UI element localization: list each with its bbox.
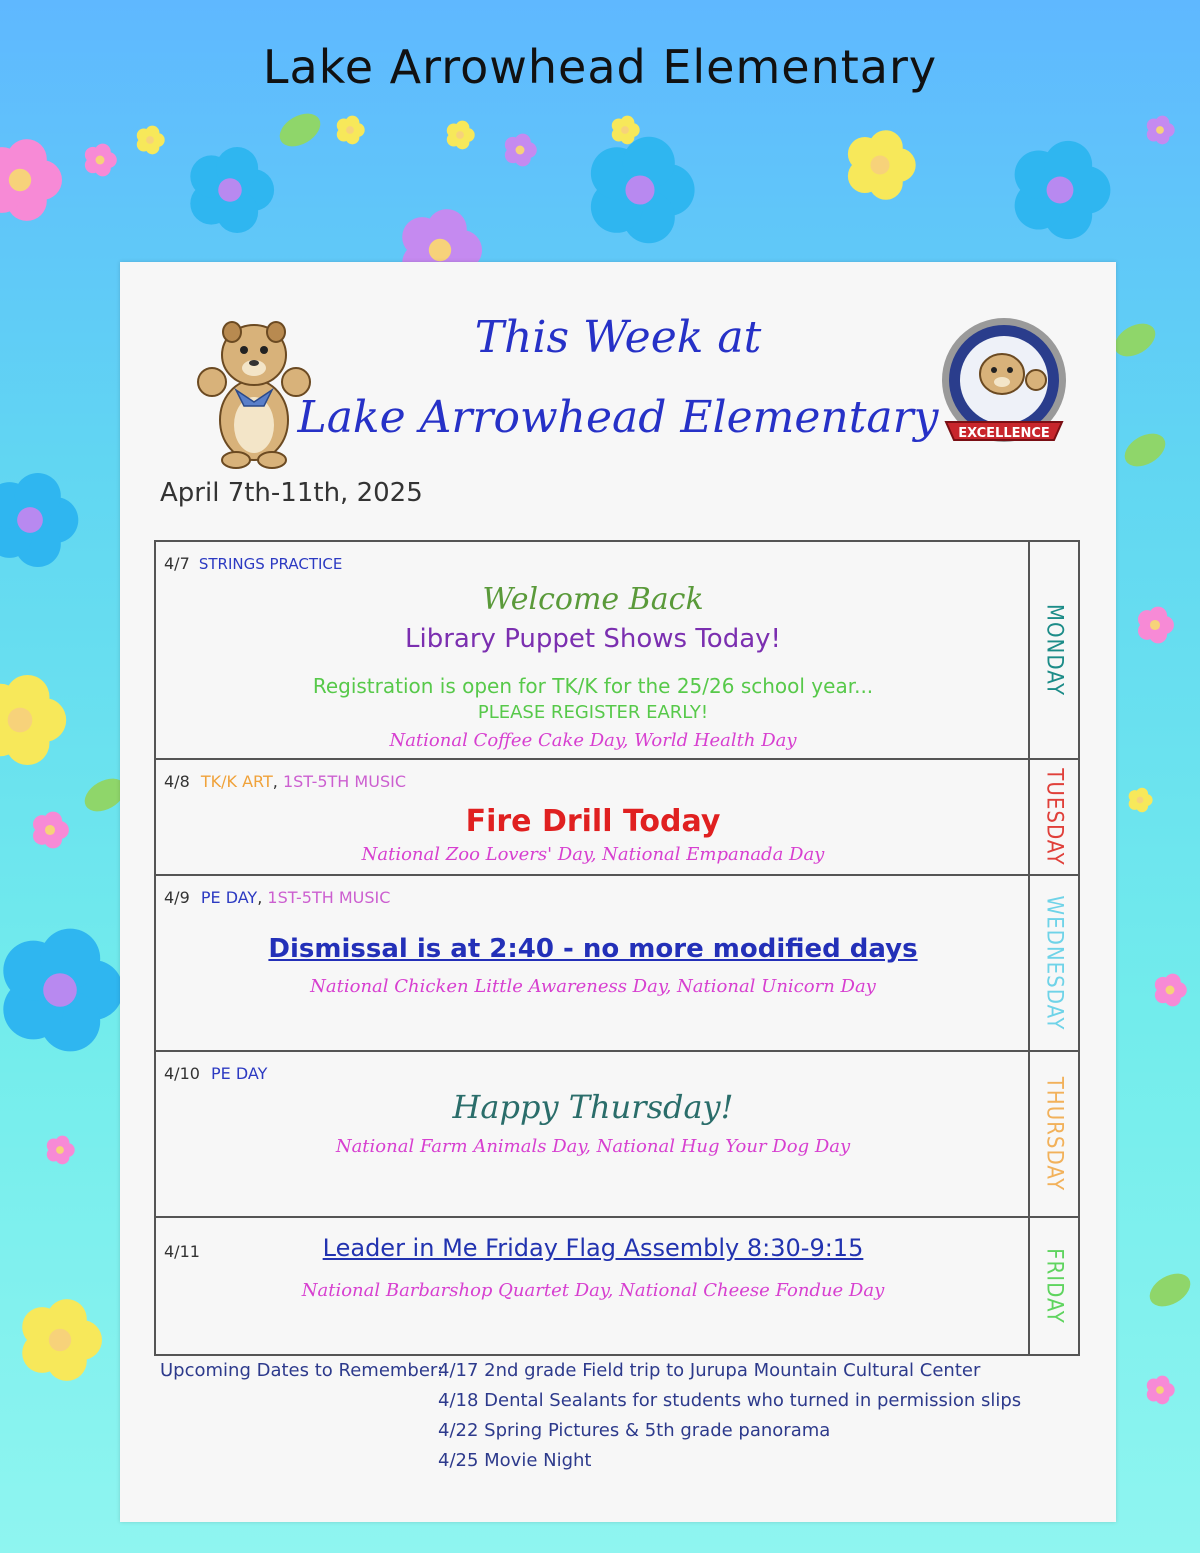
flower-center: [346, 126, 354, 134]
flower-center: [625, 175, 654, 204]
date-tag: [164, 554, 342, 573]
day-column: [1030, 542, 1078, 758]
cell-thursday: [156, 1052, 1030, 1216]
flower-center: [1150, 620, 1160, 630]
excellence-badge-icon: [936, 314, 1072, 454]
day-column: [1030, 1218, 1078, 1354]
activity-tag: 1ST-5TH MUSIC: [282, 772, 406, 791]
date-tag: 4/9 PE DAY, 1ST-5TH MUSIC: [164, 888, 391, 907]
date: 4/8: [164, 772, 190, 791]
flag-assembly: Leader in Me Friday Flag Assembly 8:30-9:15: [322, 1234, 864, 1262]
flower-center: [429, 239, 451, 261]
flower-center: [56, 1146, 64, 1154]
day-label: TUESDAY: [1041, 768, 1067, 866]
happy-thursday: Happy Thursday!: [452, 1088, 734, 1126]
flower-center: [621, 126, 629, 134]
date-tag: [164, 1064, 267, 1083]
registration-note: Registration is open for TK/K for the 25/26 school year...: [312, 674, 874, 698]
flower-center: [456, 131, 464, 139]
observances: National Barbarshop Quartet Day, National Cheese Fondue Day: [301, 1280, 885, 1301]
observances: National Farm Animals Day, National Hug Your Dog Day: [335, 1136, 851, 1157]
flower-center: [218, 178, 242, 202]
day-label: THURSDAY: [1041, 1076, 1067, 1192]
flower-center: [9, 169, 31, 191]
date: 4/7: [164, 554, 190, 573]
row-thursday: [156, 1052, 1078, 1218]
heading-school-name: Lake Arrowhead Elementary: [297, 392, 939, 443]
date: 4/11: [164, 1242, 200, 1261]
activity-tag: PE DAY: [200, 888, 258, 907]
activity-tag: PE DAY: [211, 1064, 268, 1083]
page-title: Lake Arrowhead Elementary: [262, 40, 938, 94]
observances: National Zoo Lovers' Day, National Empanada Day: [361, 844, 825, 865]
flower-center: [1166, 986, 1175, 995]
flower-center: [1137, 797, 1144, 804]
flower-center: [43, 973, 77, 1007]
row-monday: [156, 542, 1078, 760]
activity-tag: 1ST-5TH MUSIC: [267, 888, 391, 907]
upcoming-item: 4/25 Movie Night: [438, 1450, 592, 1471]
day-column: [1030, 1052, 1078, 1216]
week-schedule: [154, 540, 1080, 1356]
upcoming-item: 4/17 2nd grade Field trip to Jurupa Mountain Cultural Center: [438, 1360, 981, 1381]
flower-center: [17, 507, 43, 533]
welcome-back: Welcome Back: [482, 582, 704, 617]
observances: National Coffee Cake Day, World Health Day: [389, 730, 797, 751]
day-label: FRIDAY: [1041, 1248, 1067, 1324]
day-label: WEDNESDAY: [1041, 895, 1067, 1031]
date-tag: 4/8 TK/K ART, 1ST-5TH MUSIC: [164, 772, 406, 791]
flower-center: [146, 136, 154, 144]
upcoming-item: 4/22 Spring Pictures & 5th grade panorama: [438, 1420, 831, 1441]
badge-text: EXCELLENCE: [958, 426, 1050, 441]
row-wednesday: [156, 876, 1078, 1052]
cell-friday: [156, 1218, 1030, 1354]
flower-center: [49, 1329, 71, 1351]
leaf: [274, 107, 326, 153]
flower-center: [870, 155, 889, 174]
leaf: [1109, 317, 1161, 363]
register-early: PLEASE REGISTER EARLY!: [477, 702, 709, 723]
day-column: [1030, 760, 1078, 874]
flower-center: [1047, 177, 1074, 204]
flower-center: [8, 708, 33, 733]
upcoming-item: 4/18 Dental Sealants for students who turned in permission slips: [438, 1390, 1022, 1411]
flower-center: [516, 146, 525, 155]
row-tuesday: [156, 760, 1078, 876]
row-friday: [156, 1218, 1078, 1354]
day-label: MONDAY: [1041, 603, 1067, 697]
observances: National Chicken Little Awareness Day, National Unicorn Day: [310, 976, 876, 997]
cell-monday: [156, 542, 1030, 758]
flower-center: [1156, 1386, 1164, 1394]
heading-this-week: This Week at: [474, 312, 762, 363]
activity-tag: TK/K ART: [200, 772, 273, 791]
flower-center: [45, 825, 55, 835]
leaf: [1119, 427, 1171, 473]
date: 4/9: [164, 888, 190, 907]
newsletter-sheet: [120, 262, 1116, 1522]
dismissal-notice: Dismissal is at 2:40 - no more modified days: [268, 934, 918, 964]
flower-center: [1156, 126, 1164, 134]
fire-drill: Fire Drill Today: [465, 804, 721, 839]
cell-tuesday: [156, 760, 1030, 874]
activity-tag: STRINGS PRACTICE: [198, 555, 343, 573]
date: 4/10: [164, 1064, 200, 1083]
puppet-shows: Library Puppet Shows Today!: [405, 624, 781, 654]
upcoming-label: Upcoming Dates to Remember:: [160, 1360, 444, 1381]
flower-center: [96, 156, 105, 165]
day-column: [1030, 876, 1078, 1050]
week-range: April 7th-11th, 2025: [160, 478, 423, 508]
leaf: [1144, 1267, 1196, 1313]
cell-wednesday: [156, 876, 1030, 1050]
